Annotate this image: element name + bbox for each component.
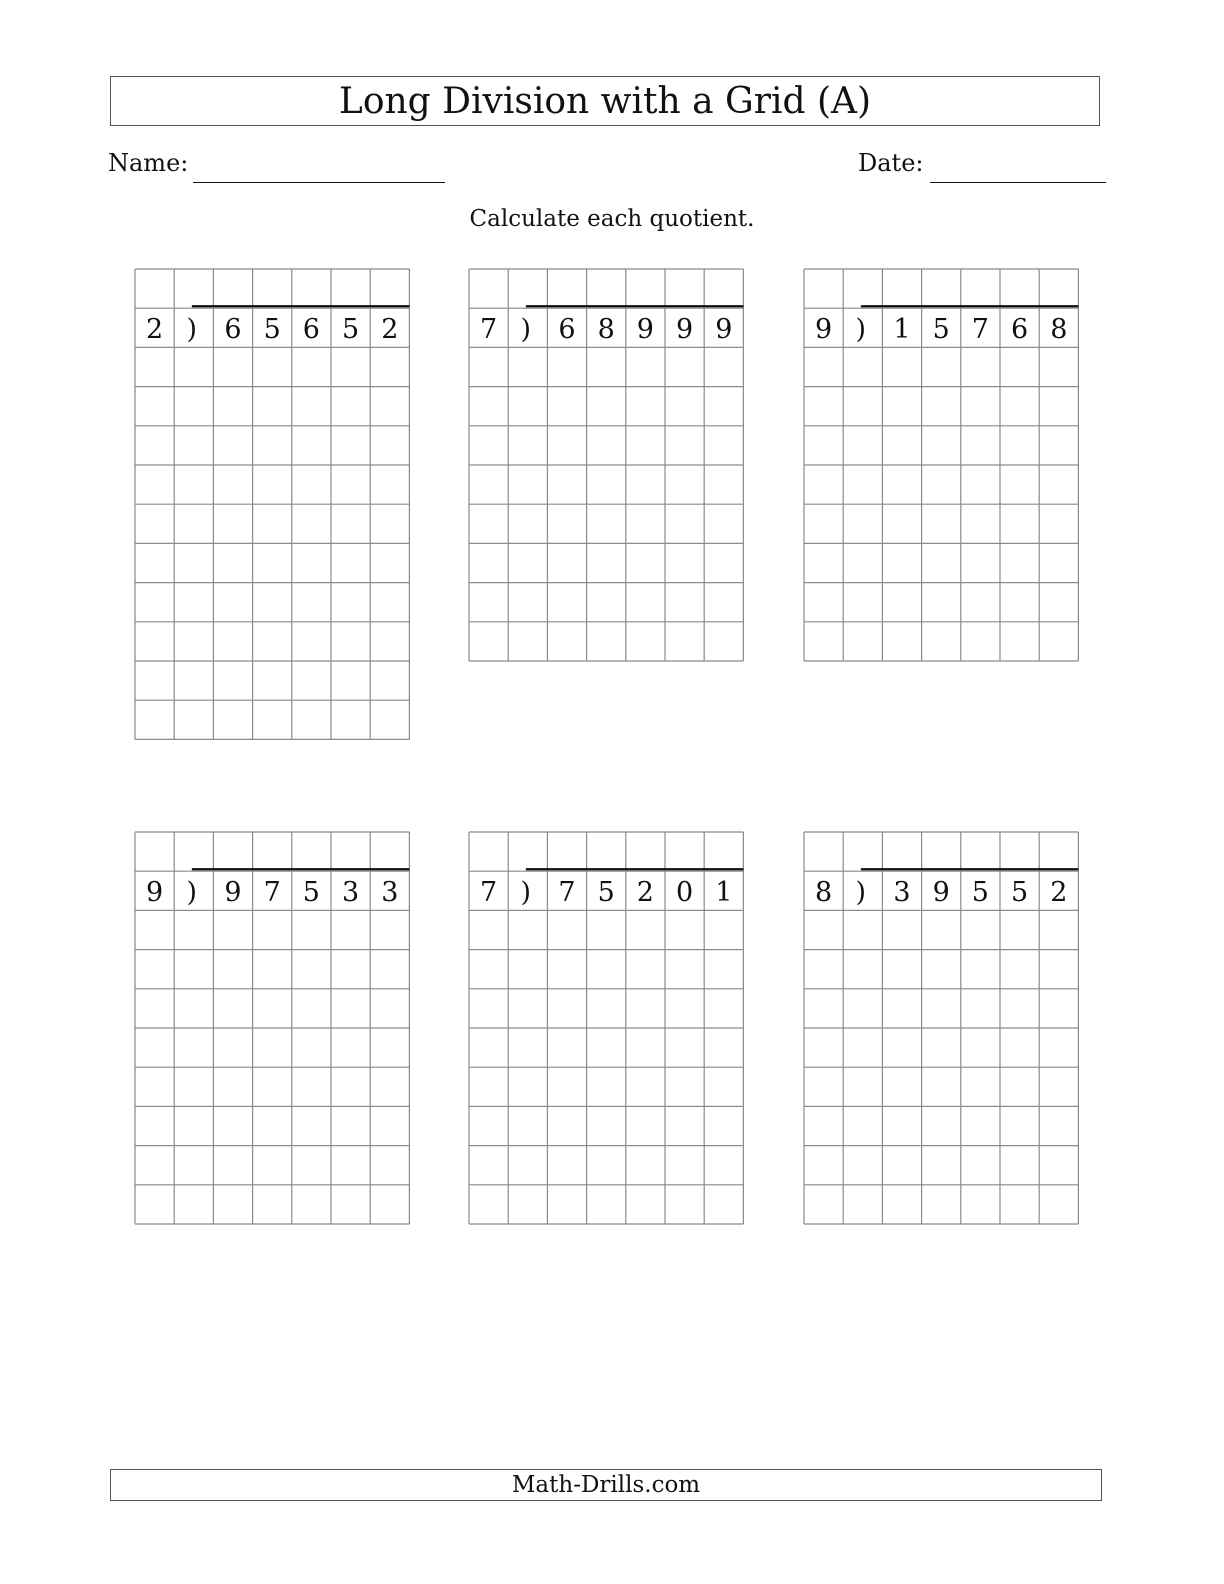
division-bracket: ) (855, 876, 867, 908)
division-bracket: ) (855, 313, 867, 345)
dividend-digit: 5 (971, 876, 989, 908)
dividend-digit: 9 (224, 876, 242, 908)
division-grid (803, 831, 1079, 1225)
divisor: 7 (480, 313, 498, 345)
dividend-digit: 6 (224, 313, 242, 345)
dividend-digit: 6 (558, 313, 576, 345)
dividend-digit: 9 (676, 313, 694, 345)
division-grid (468, 268, 744, 662)
problem-4 (134, 831, 410, 1225)
problem-3 (803, 268, 1079, 662)
dividend-digit: 5 (302, 876, 320, 908)
dividend-digit: 6 (302, 313, 320, 345)
problem-2 (468, 268, 744, 662)
division-bracket: ) (186, 876, 198, 908)
dividend-digit: 5 (932, 313, 950, 345)
division-bracket: ) (520, 876, 532, 908)
dividend-digit: 5 (597, 876, 615, 908)
dividend-digit: 3 (381, 876, 399, 908)
division-grid (468, 831, 744, 1225)
dividend-digit: 2 (1050, 876, 1068, 908)
problem-1 (134, 268, 410, 740)
worksheet-title: Long Division with a Grid (A) (110, 76, 1100, 126)
dividend-digit: 5 (263, 313, 281, 345)
divisor: 9 (146, 876, 164, 908)
divisor: 8 (815, 876, 833, 908)
divisor: 7 (480, 876, 498, 908)
divisor: 9 (815, 313, 833, 345)
instructions: Calculate each quotient. (469, 206, 755, 232)
dividend-digit: 3 (342, 876, 360, 908)
dividend-digit: 9 (636, 313, 654, 345)
division-bracket: ) (520, 313, 532, 345)
dividend-digit: 5 (342, 313, 360, 345)
divisor: 2 (146, 313, 164, 345)
division-bracket: ) (186, 313, 198, 345)
dividend-digit: 2 (636, 876, 654, 908)
dividend-digit: 9 (932, 876, 950, 908)
dividend-digit: 0 (676, 876, 694, 908)
dividend-digit: 1 (715, 876, 733, 908)
date-label: Date: (858, 149, 924, 177)
division-grid (803, 268, 1079, 662)
footer-site-name: Math-Drills.com (110, 1469, 1102, 1501)
date-blank-line (930, 182, 1106, 183)
dividend-digit: 1 (893, 313, 911, 345)
dividend-digit: 2 (381, 313, 399, 345)
dividend-digit: 7 (263, 876, 281, 908)
dividend-digit: 8 (597, 313, 615, 345)
dividend-digit: 9 (715, 313, 733, 345)
dividend-digit: 5 (1011, 876, 1029, 908)
dividend-digit: 8 (1050, 313, 1068, 345)
division-grid (134, 268, 410, 740)
division-grid (134, 831, 410, 1225)
problem-6 (803, 831, 1079, 1225)
dividend-digit: 7 (558, 876, 576, 908)
dividend-digit: 7 (971, 313, 989, 345)
name-label: Name: (108, 149, 189, 177)
problem-5 (468, 831, 744, 1225)
dividend-digit: 3 (893, 876, 911, 908)
dividend-digit: 6 (1011, 313, 1029, 345)
name-blank-line (193, 182, 445, 183)
